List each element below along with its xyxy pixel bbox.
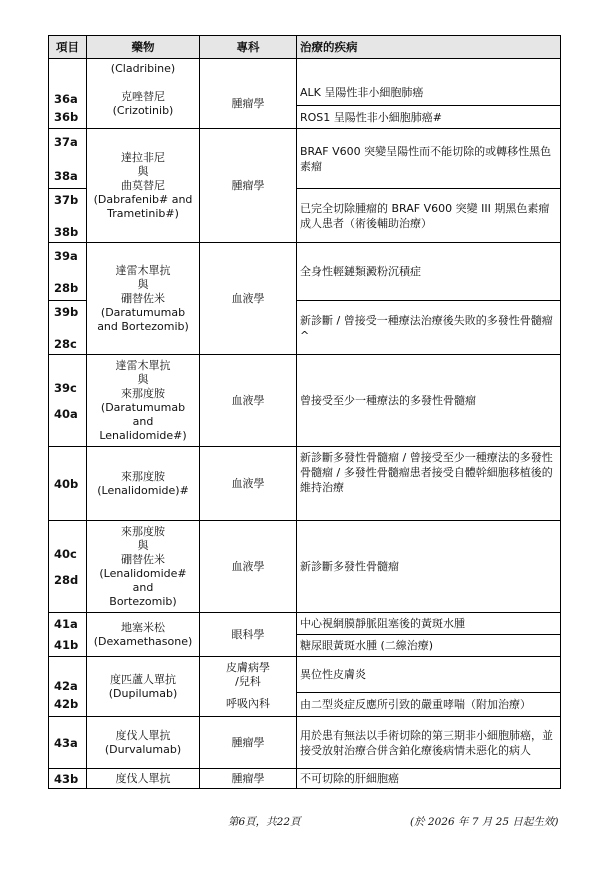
item-id: 36b bbox=[49, 106, 87, 129]
indication: BRAF V600 突變呈陽性而不能切除的或轉移性黑色素瘤 bbox=[297, 129, 561, 189]
indication: 全身性輕鏈類澱粉沉積症 bbox=[297, 243, 561, 301]
drug-name: 度伐人單抗 bbox=[87, 769, 200, 789]
table-row bbox=[49, 521, 561, 613]
item-id: 38b bbox=[54, 224, 79, 239]
item-id: 38a bbox=[54, 168, 78, 183]
item-id: 40b bbox=[49, 447, 87, 521]
drug-name: 度伐人單抗 (Durvalumab) bbox=[87, 717, 200, 769]
item-id: 39c bbox=[54, 380, 77, 395]
item-id: 41a bbox=[49, 613, 87, 635]
specialty: 呼吸內科 bbox=[200, 693, 297, 717]
table-row bbox=[49, 81, 561, 106]
specialty: 血液學 bbox=[200, 243, 297, 355]
drug-name: 地塞米松 (Dexamethasone) bbox=[87, 613, 200, 657]
item-id: 39a bbox=[54, 248, 78, 263]
effective-date: (於 2026 年 7 月 25 日起生效) bbox=[410, 816, 559, 828]
indication: 新診斷多發性骨髓瘤 bbox=[297, 521, 561, 613]
specialty: 腫瘤學 bbox=[200, 129, 297, 243]
item-id: 28b bbox=[54, 280, 79, 295]
table-row bbox=[49, 613, 561, 635]
specialty: 皮膚病學 /兒科 bbox=[200, 657, 297, 693]
drug-table bbox=[48, 35, 561, 789]
specialty: 腫瘤學 bbox=[200, 769, 297, 789]
header-drug: 藥物 bbox=[87, 36, 200, 59]
table-row bbox=[49, 129, 561, 189]
specialty: 血液學 bbox=[200, 355, 297, 447]
table-row bbox=[49, 355, 561, 447]
item-id: 37b bbox=[54, 192, 79, 207]
item-id: 40a bbox=[54, 406, 78, 421]
document bbox=[48, 35, 560, 789]
header-indication: 治療的疾病 bbox=[297, 36, 561, 59]
drug-name: 度匹蘆人單抗 (Dupilumab) bbox=[87, 657, 200, 717]
indication: 糖尿眼黃斑水腫 (二線治療) bbox=[297, 635, 561, 657]
item-id: 42b bbox=[49, 693, 87, 717]
indication: 不可切除的肝細胞癌 bbox=[297, 769, 561, 789]
table-row bbox=[49, 769, 561, 789]
item-id: 43b bbox=[49, 769, 87, 789]
item-id: 36a bbox=[49, 81, 87, 106]
drug-name: 達拉非尼 與 曲莫替尼 (Dabrafenib# and Trametinib#) bbox=[87, 129, 200, 243]
table-row bbox=[49, 657, 561, 693]
drug-name: 克唑替尼 (Crizotinib) bbox=[87, 81, 200, 129]
indication: 曾接受至少一種療法的多發性骨髓瘤 bbox=[297, 355, 561, 447]
indication: 由二型炎症反應所引致的嚴重哮喘（附加治療） bbox=[297, 693, 561, 717]
item-id: 41b bbox=[49, 635, 87, 657]
specialty: 血液學 bbox=[200, 521, 297, 613]
drug-name: 達雷木單抗 與 硼替佐米 (Daratumumab and Bortezomib) bbox=[87, 243, 200, 355]
specialty: 眼科學 bbox=[200, 613, 297, 657]
drug-name: 來那度胺 與 硼替佐米 (Lenalidomide# and Bortezomib) bbox=[87, 521, 200, 613]
indication: ALK 呈陽性非小細胞肺癌 bbox=[297, 81, 561, 106]
item-id: 39b bbox=[54, 304, 79, 319]
item-id: 42a bbox=[49, 657, 87, 693]
indication: 用於患有無法以手術切除的第三期非小細胞肺癌，並接受放射治療合併含鉑化療後病情未惡化的病人 bbox=[297, 717, 561, 769]
indication: ROS1 呈陽性非小細胞肺癌# bbox=[297, 106, 561, 129]
specialty: 血液學 bbox=[200, 447, 297, 521]
indication: 異位性皮膚炎 bbox=[297, 657, 561, 693]
header-id: 項目 bbox=[49, 36, 87, 59]
table-row bbox=[49, 59, 561, 81]
indication: 中心視網膜靜脈阻塞後的黃斑水腫 bbox=[297, 613, 561, 635]
item-id: 43a bbox=[49, 717, 87, 769]
indication: 新診斷 / 曾接受一種療法治療後失敗的多發性骨髓瘤^ bbox=[297, 301, 561, 355]
table-row bbox=[49, 243, 561, 301]
drug-name: 達雷木單抗 與 來那度胺 (Daratumumab and Lenalidomide#) bbox=[87, 355, 200, 447]
specialty: 腫瘤學 bbox=[200, 717, 297, 769]
specialty: 腫瘤學 bbox=[200, 81, 297, 129]
item-id: 40c bbox=[54, 546, 77, 561]
item-id: 37a bbox=[54, 134, 78, 149]
table-row bbox=[49, 447, 561, 521]
header-specialty: 專科 bbox=[200, 36, 297, 59]
item-id: 28c bbox=[54, 336, 77, 351]
table-header bbox=[49, 36, 561, 59]
table-row bbox=[49, 717, 561, 769]
indication: 新診斷多發性骨髓瘤 / 曾接受至少一種療法的多發性骨髓瘤 / 多發性骨髓瘤患者接受自體幹細胞移植後的維持治療 bbox=[297, 447, 561, 521]
page-number: 第6頁，共22頁 bbox=[228, 816, 301, 828]
drug-name: 來那度胺 (Lenalidomide)# bbox=[87, 447, 200, 521]
drug-name: (Cladribine) bbox=[87, 59, 200, 81]
item-id: 28d bbox=[54, 572, 79, 587]
indication: 已完全切除腫瘤的 BRAF V600 突變 III 期黑色素瘤成人患者（術後輔助治療） bbox=[297, 189, 561, 243]
